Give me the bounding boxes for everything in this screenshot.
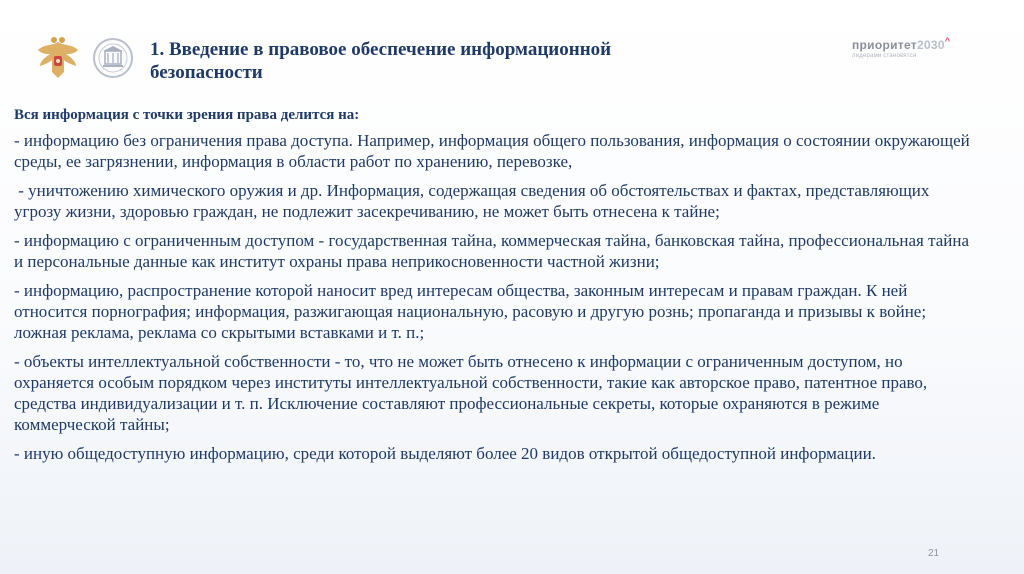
eagle-emblem-icon — [32, 32, 84, 84]
brand-word: приоритет — [852, 38, 917, 52]
brand-tagline: лидерами становятся — [852, 53, 917, 59]
paragraph: - иную общедоступную информацию, среди которой выделяют более 20 видов открытой общедоступной информации. — [14, 444, 876, 463]
brand-year: 2030 — [916, 38, 945, 52]
academy-seal-icon — [92, 37, 134, 79]
page-title: 1. Введение в правовое обеспечение информационной безопасности — [150, 39, 612, 83]
paragraph: - уничтожению химического оружия и др. Информация, содержащая сведения об обстоятельствах и фактах, представляющих угрозу жизни, здоровью граждан, не подлежит засекречиванию, не может быть отнесена к тайне; — [14, 181, 934, 221]
paragraph: - информацию с ограниченным доступом - государственная тайна, коммерческая тайна, банковская тайна, профессиональная тайна и персональные данные как институт охраны права неприкосновенности частной жизни; — [14, 231, 969, 271]
paragraph: - объекты интеллектуальной собственности - то, что не может быть отнесено к информации с ограниченным доступом, но охраняется особым порядком через институты интеллектуальной собственности, такие как авторское право, патентное право, средства индивидуализации и т. п. Исключение составляют профессиональные секреты, которые охраняются в режиме коммерческой тайны; — [14, 352, 928, 434]
paragraph: - информацию без ограничения права доступа. Например, информация общего пользования, информация о состоянии окружающей среды, ее загрязнении, информация в области работ по хранению, перевозке, — [14, 131, 970, 171]
lead-text: Вся информация с точки зрения права делится на: — [14, 107, 360, 123]
brand-name — [852, 36, 992, 52]
main-content — [14, 106, 974, 472]
paragraph: - информацию, распространение которой наносит вред интересам общества, законным интересам и правам граждан. К ней относится порнография; информация, разжигающая национальную, расовую и другую рознь; пропаганда и призывы к войне; ложная реклама, реклама со скрытыми вставками и т. п.; — [14, 281, 927, 342]
brand-logo — [852, 36, 992, 64]
page-number: 21 — [928, 548, 940, 559]
brand-caret: ^ — [944, 36, 951, 46]
